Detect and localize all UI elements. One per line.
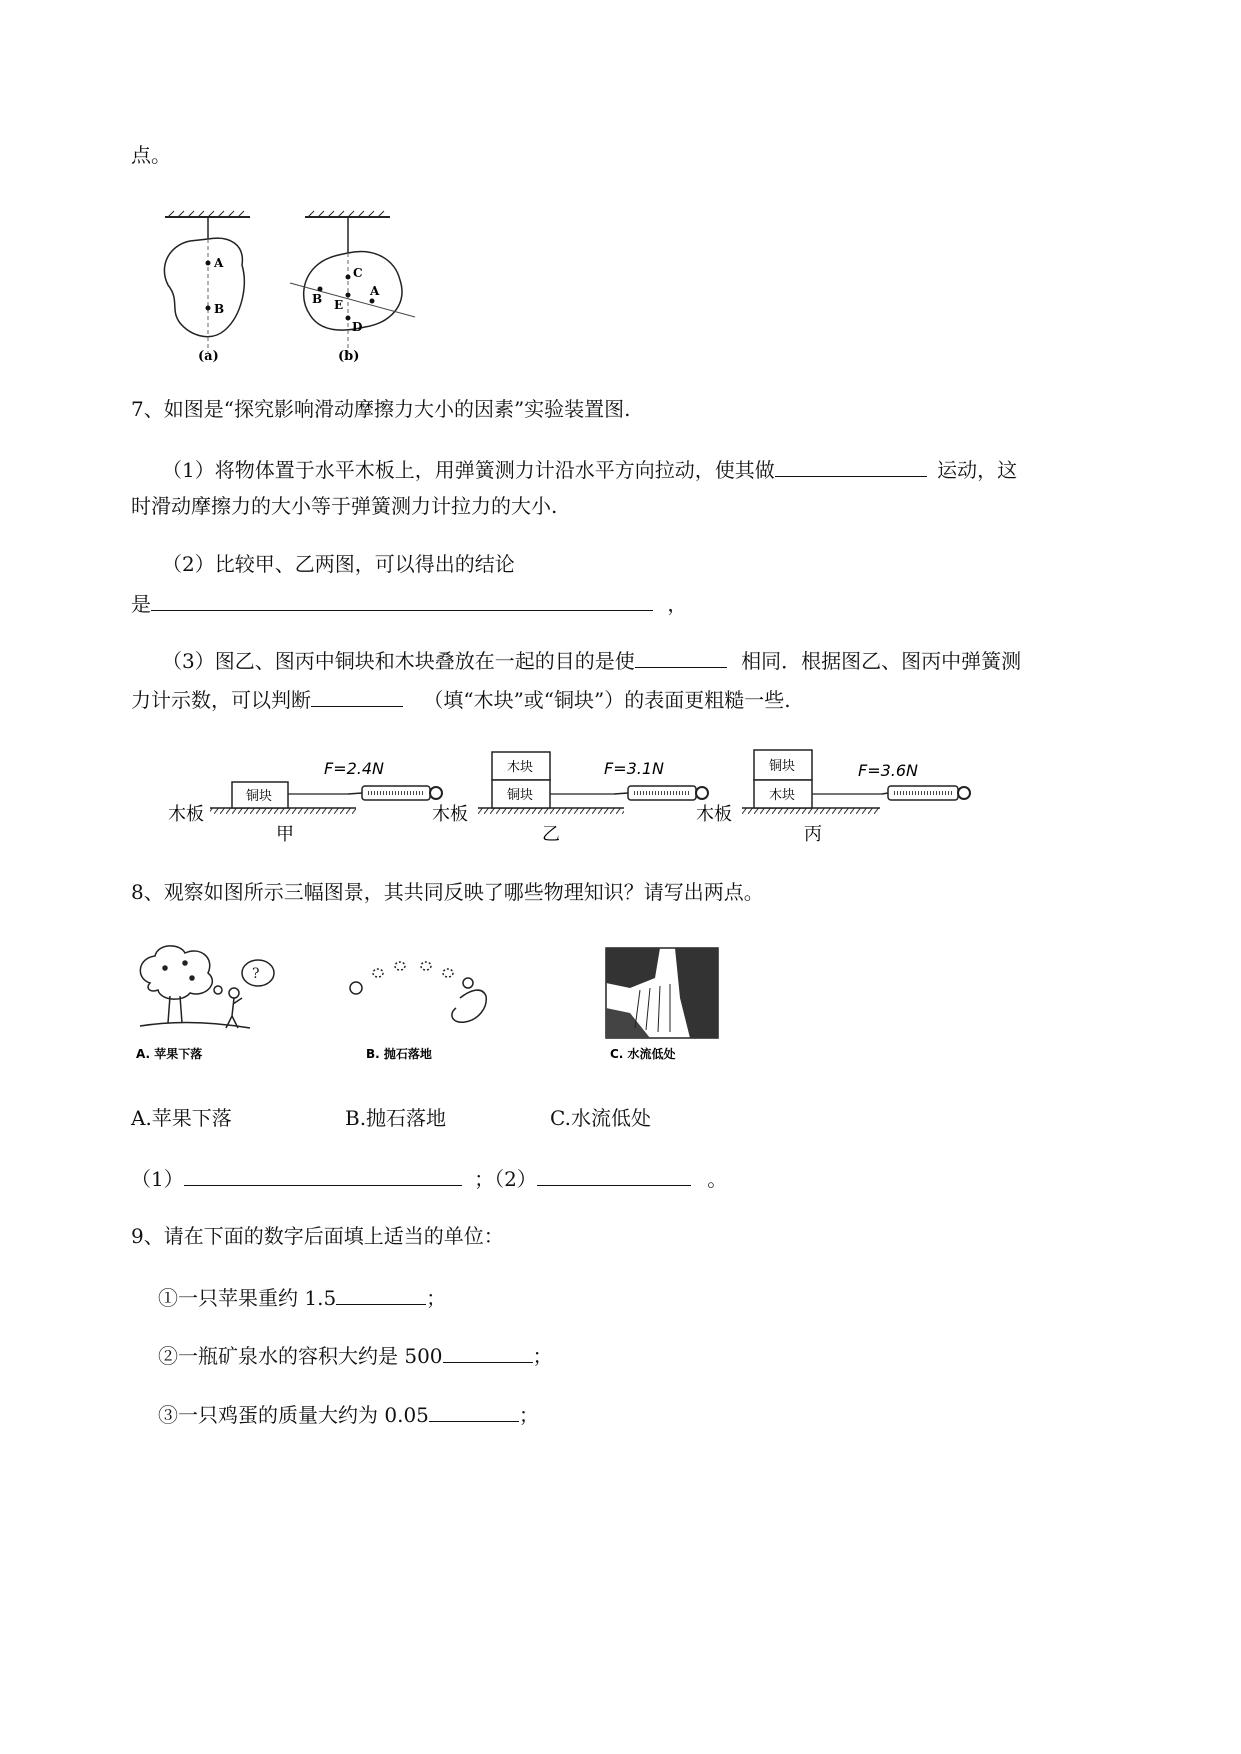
q9-item-2-end: ； [532,1344,553,1368]
q8-title: 8、观察如图所示三幅图景，其共同反映了哪些物理知识？请写出两点。 [131,880,764,904]
q8-answer-line [131,1165,727,1191]
panel-name-2: 乙 [542,824,560,845]
panel-yi [432,752,708,845]
panel-name-3: 丙 [804,824,822,845]
panel-name-1: 甲 [276,824,294,845]
suspension-figure [150,205,430,375]
q9-item-1-end: ； [426,1286,447,1310]
scene-stone [350,962,486,1022]
q8-answer-2-label: ；（2） [474,1167,537,1191]
q9-item-2 [158,1342,553,1368]
fragment-text: 点。 [131,143,171,167]
q7-title: 7、如图是“探究影响滑动摩擦力大小的因素”实验装置图. [131,397,631,421]
q7-part1-tail: 运动，这 [937,458,1018,482]
q7-part3-line2 [131,686,791,712]
caption-a: A. 苹果下落 [136,1047,203,1061]
board-label-2: 木板 [432,804,468,825]
q9-item-2-text: ②一瓶矿泉水的容积大约是 500 [158,1344,443,1368]
q8-option-c: C.水流低处 [550,1106,651,1130]
panel-bing [696,750,970,845]
q7-part3-text: （3）图乙、图丙中铜块和木块叠放在一起的目的是使 [162,649,635,673]
label-b: (b) [338,349,360,364]
board-label-3: 木板 [696,804,732,825]
q7-part1-line1 [162,456,1017,482]
q9-item-3-end: ； [518,1403,539,1427]
q8-option-b: B.抛石落地 [345,1106,447,1130]
q7-blank-1[interactable] [775,456,927,477]
scene-water [606,948,718,1038]
svg-text:?: ? [252,966,260,982]
point-b-e: E [334,298,344,312]
q9-item-1-text: ①一只苹果重约 1.5 [158,1286,337,1310]
q7-part3-line1 [162,647,1021,673]
q9-blank-2[interactable] [443,1342,533,1363]
force-1: F=2.4N [324,759,385,778]
force-2: F=3.1N [604,759,665,778]
point-b-d: D [352,320,363,334]
q7-blank-2[interactable] [151,590,653,611]
caption-c: C. 水流低处 [610,1047,676,1061]
point-b-a: A [370,284,380,298]
q7-part2-line1: （2）比较甲、乙两图，可以得出的结论 [162,552,515,576]
scene-apple [140,946,274,1028]
q7-part1-line2: 时滑动摩擦力的大小等于弹簧测力计拉力的大小. [131,494,558,518]
q8-blank-1[interactable] [184,1165,462,1186]
label-a: (a) [198,349,219,364]
force-3: F=3.6N [858,761,919,780]
block-wood-2: 木块 [507,760,534,775]
q7-part3-text2: 力计示数，可以判断 [131,688,311,712]
q7-part2-line2 [131,590,687,616]
q8-option-a: A.苹果下落 [131,1106,232,1130]
q7-part3-tail: 相同．根据图乙、图丙中弹簧测 [741,649,1022,673]
q8-answer-1-label: （1） [131,1167,184,1191]
gravity-scenes-figure [130,938,730,1068]
caption-b: B. 抛石落地 [366,1047,432,1061]
q9-title: 9、请在下面的数字后面填上适当的单位： [131,1224,504,1248]
q7-blank-4[interactable] [311,686,403,707]
q7-part3-tail2: （填“木块”或“铜块”）的表面更粗糙一些. [423,688,791,712]
q9-item-3-text: ③一只鸡蛋的质量大约为 0.05 [158,1403,429,1427]
q9-item-1 [158,1284,446,1310]
panel-jia [168,759,442,845]
block-copper-3: 铜块 [769,759,796,774]
block-wood-3: 木块 [769,788,796,803]
point-a-a: A [214,256,224,270]
q8-answer-end: 。 [707,1167,728,1191]
q9-blank-1[interactable] [336,1284,426,1305]
point-b-b: B [312,292,323,306]
q9-item-3 [158,1401,539,1427]
point-a-b: B [214,302,225,316]
q7-part2-prefix: 是 [131,592,151,616]
q9-blank-3[interactable] [429,1401,519,1422]
board-label-1: 木板 [168,804,204,825]
q7-blank-3[interactable] [635,647,727,668]
q8-blank-2[interactable] [537,1165,691,1186]
block-copper-2: 铜块 [507,788,534,803]
q7-part1-text: （1）将物体置于水平木板上，用弹簧测力计沿水平方向拉动，使其做 [162,458,775,482]
q7-part2-end: ， [667,592,688,616]
block-copper-1: 铜块 [246,789,273,804]
friction-figure [160,742,990,852]
point-b-c: C [353,266,363,280]
